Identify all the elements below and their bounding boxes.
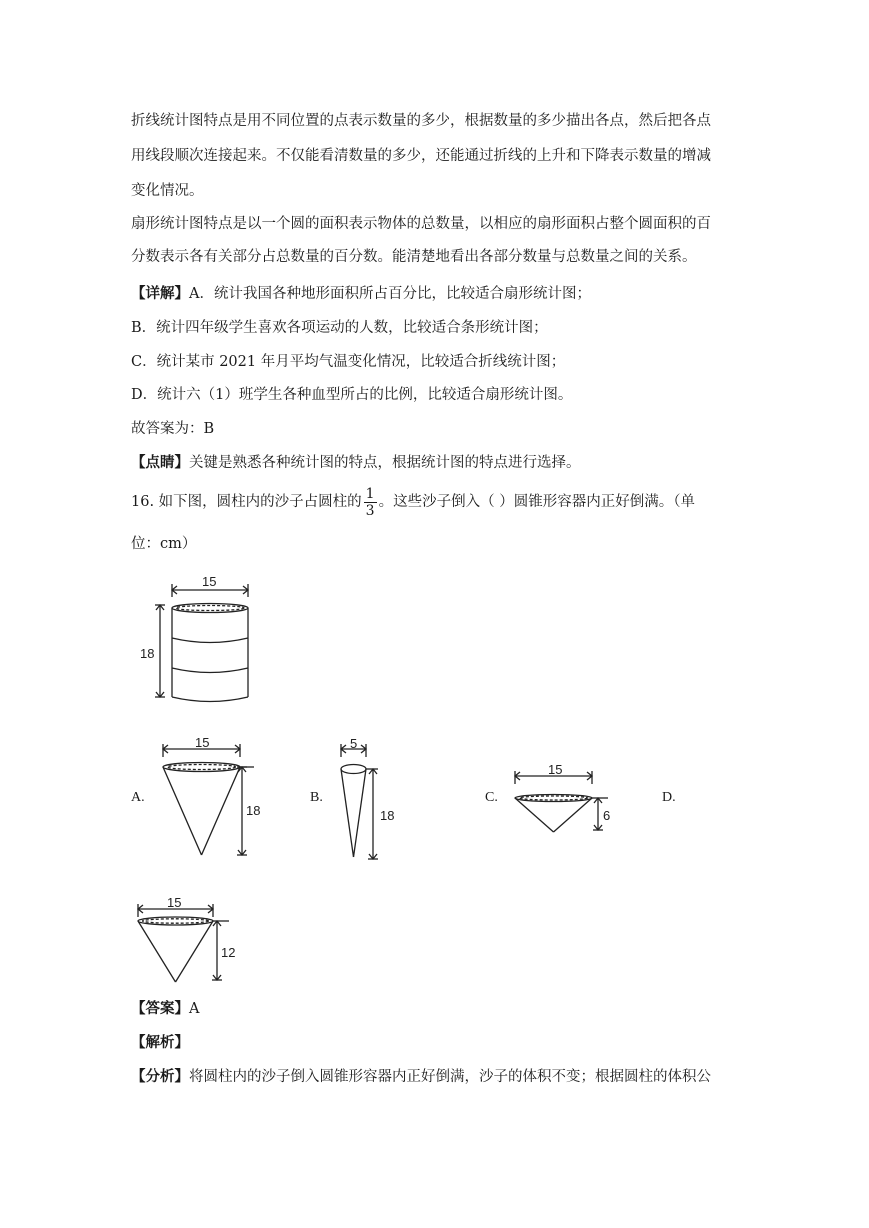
option-c-height: 6 <box>603 808 611 823</box>
cylinder-height-label: 18 <box>140 646 155 661</box>
option-d-cone[interactable] <box>135 895 250 990</box>
cylinder-top-ellipse <box>172 604 248 613</box>
detail-tag: 【详解】 <box>131 285 189 302</box>
intro-line-3: 变化情况。 <box>131 183 204 199</box>
option-d-label[interactable]: D. <box>662 790 676 805</box>
option-d-height: 12 <box>221 945 236 960</box>
intro-line-2: 用线段顺次连接起来。不仅能看清数量的多少，还能通过折线的上升和下降表示数量的增减 <box>131 148 711 164</box>
option-a-cone[interactable] <box>160 735 270 860</box>
cylinder-diameter-label: 15 <box>202 574 217 589</box>
option-c-cone[interactable] <box>512 762 622 837</box>
analysis-tag: 【解析】 <box>131 1034 189 1051</box>
answer-line: 故答案为：B <box>131 421 215 437</box>
analysis-line <box>131 1067 711 1087</box>
comment-line <box>131 453 581 473</box>
question-line-1 <box>131 482 695 522</box>
option-b-height: 18 <box>380 808 395 823</box>
detail-a: A．统计我国各种地形面积所占百分比，比较适合扇形统计图； <box>189 286 591 302</box>
cylinder-figure <box>140 574 260 710</box>
option-b-diameter: 5 <box>350 736 358 751</box>
analysis-text: 将圆柱内的沙子倒入圆锥形容器内正好倒满，沙子的体积不变；根据圆柱的体积公 <box>189 1069 711 1085</box>
option-a-label[interactable]: A. <box>131 790 145 805</box>
option-b-cone[interactable] <box>336 735 406 862</box>
comment-text: 关键是熟悉各种统计图的特点，根据统计图的特点进行选择。 <box>189 455 581 471</box>
answer-tag: 【答案】 <box>131 1000 189 1017</box>
comment-tag: 【点睛】 <box>131 454 189 471</box>
option-d-diameter: 15 <box>167 895 182 910</box>
detail-b: B．统计四年级学生喜欢各项运动的人数，比较适合条形统计图； <box>131 320 548 336</box>
fraction-denominator: 3 <box>365 502 375 519</box>
option-a-height: 18 <box>246 803 261 818</box>
detail-a-line <box>131 284 591 304</box>
sand-level-line <box>172 638 248 643</box>
option-c-label[interactable]: C. <box>485 790 498 805</box>
option-a-diameter: 15 <box>195 735 210 750</box>
option-c-diameter: 15 <box>548 762 563 777</box>
intro-line-5: 分数表示各有关部分占总数量的百分数。能清楚地看出各部分数量与总数量之间的关系。 <box>131 249 697 265</box>
analysis-subtag: 【分析】 <box>131 1068 189 1085</box>
fraction-numerator: 1 <box>365 485 375 502</box>
option-b-label[interactable]: B. <box>310 790 323 805</box>
answer-block <box>131 999 199 1019</box>
question-line-2: 位：cm） <box>131 536 197 552</box>
question-suffix: 。这些沙子倒入（ ）圆锥形容器内正好倒满。（单 <box>378 494 695 510</box>
fraction-one-third <box>364 486 377 519</box>
intro-line-1: 折线统计图特点是用不同位置的点表示数量的多少，根据数量的多少描出各点，然后把各点 <box>131 113 711 129</box>
question-prefix: 16. 如下图，圆柱内的沙子占圆柱的 <box>131 494 362 510</box>
detail-d: D．统计六（1）班学生各种血型所占的比例，比较适合扇形统计图。 <box>131 387 573 403</box>
detail-c: C．统计某市 2021 年月平均气温变化情况，比较适合折线统计图； <box>131 354 566 370</box>
intro-line-4: 扇形统计图特点是以一个圆的面积表示物体的总数量，以相应的扇形面积占整个圆面积的百 <box>131 216 711 232</box>
cylinder-bottom-arc <box>172 697 248 702</box>
answer-value: A <box>189 1001 200 1017</box>
